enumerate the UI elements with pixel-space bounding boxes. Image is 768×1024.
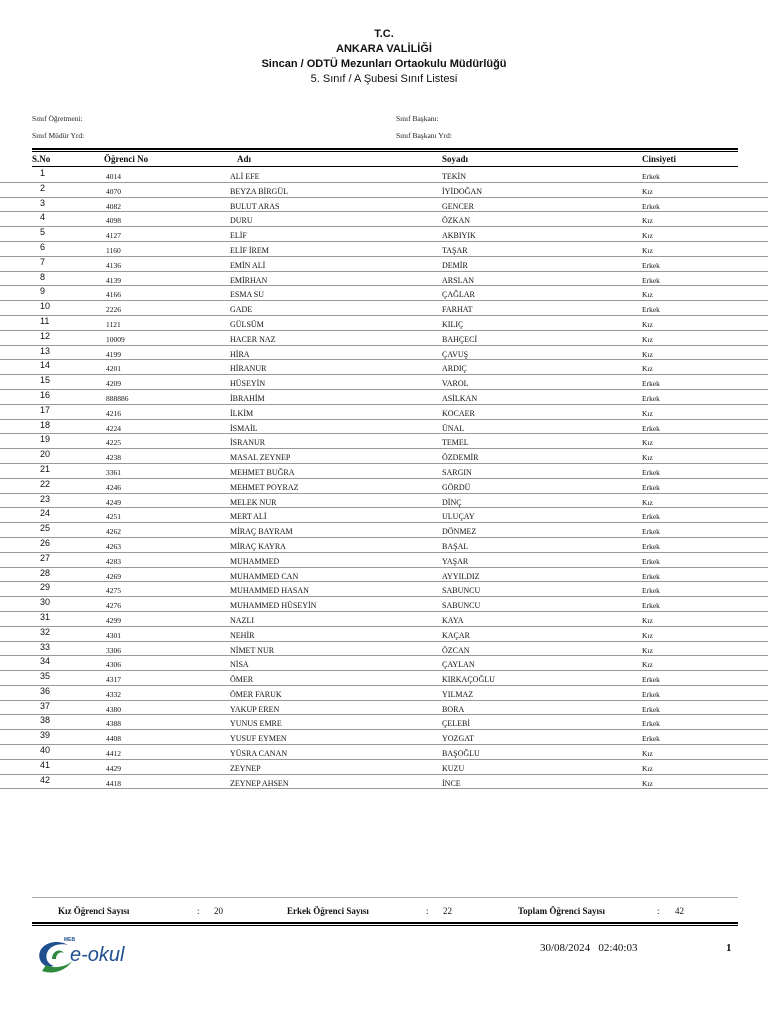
row-surname: KOCAER bbox=[442, 408, 475, 418]
row-sno: 7 bbox=[40, 256, 46, 267]
row-sno: 35 bbox=[40, 671, 51, 682]
row-surname: ASİLKAN bbox=[442, 393, 478, 403]
header-rule-bottom bbox=[32, 166, 738, 167]
row-sno: 6 bbox=[40, 241, 46, 252]
row-name: HİRA bbox=[230, 349, 250, 359]
table-row bbox=[0, 286, 768, 301]
table-header bbox=[0, 154, 768, 166]
total-count-label: Toplam Öğrenci Sayısı bbox=[518, 906, 606, 916]
summary-row bbox=[0, 906, 768, 920]
row-name: MİRAÇ BAYRAM bbox=[230, 527, 293, 537]
row-sno: 17 bbox=[40, 404, 51, 415]
row-surname: SARGIN bbox=[442, 467, 472, 477]
row-name: YÜSRA CANAN bbox=[230, 749, 288, 759]
header-province: ANKARA VALİLİĞİ bbox=[336, 43, 432, 55]
vice-principal-label: Sınıf Müdür Yrd: bbox=[32, 131, 85, 140]
row-student-no: 1121 bbox=[106, 319, 121, 329]
row-name: İBRAHİM bbox=[230, 393, 265, 403]
row-name: MUHAMMED HASAN bbox=[230, 586, 309, 596]
row-sno: 33 bbox=[40, 641, 51, 652]
row-sno: 29 bbox=[40, 582, 51, 593]
row-sno: 19 bbox=[40, 434, 51, 445]
summary-rule-bottom bbox=[32, 922, 738, 924]
row-gender: Kız bbox=[642, 364, 653, 374]
row-surname: ÖZCAN bbox=[442, 645, 470, 655]
col-surname: Soyadı bbox=[442, 154, 469, 164]
row-gender: Kız bbox=[642, 615, 653, 625]
separator: : bbox=[426, 906, 429, 916]
row-sno: 15 bbox=[40, 375, 51, 386]
row-sno: 20 bbox=[40, 449, 51, 460]
row-gender: Erkek bbox=[642, 571, 660, 581]
row-surname: AKBIYIK bbox=[442, 231, 476, 241]
logo-text: e-okul bbox=[70, 944, 125, 966]
row-gender: Kız bbox=[642, 245, 653, 255]
row-gender: Kız bbox=[642, 630, 653, 640]
row-gender: Erkek bbox=[642, 556, 660, 566]
table-row bbox=[0, 553, 768, 568]
table-row bbox=[0, 360, 768, 375]
row-sno: 40 bbox=[40, 745, 51, 756]
row-student-no: 3361 bbox=[106, 467, 121, 477]
row-sno: 4 bbox=[40, 212, 46, 223]
row-gender: Kız bbox=[642, 645, 653, 655]
header-class-title: 5. Sınıf / A Şubesi Sınıf Listesi bbox=[310, 73, 458, 85]
row-sno: 25 bbox=[40, 523, 51, 534]
row-gender: Kız bbox=[642, 438, 653, 448]
table-row bbox=[0, 730, 768, 745]
row-student-no: 4166 bbox=[106, 290, 121, 300]
row-student-no: 4224 bbox=[106, 423, 121, 433]
row-gender: Erkek bbox=[642, 586, 660, 596]
class-president-label: Sınıf Başkanı: bbox=[396, 114, 439, 123]
row-surname: BAHÇECİ bbox=[442, 334, 478, 344]
row-name: MERT ALİ bbox=[230, 512, 267, 522]
row-gender: Erkek bbox=[642, 201, 660, 211]
row-gender: Erkek bbox=[642, 689, 660, 699]
table-row bbox=[0, 582, 768, 597]
girls-count-value: 20 bbox=[214, 906, 223, 916]
row-surname: VAROL bbox=[442, 379, 469, 389]
separator: : bbox=[197, 906, 200, 916]
header-rule-top-2 bbox=[32, 151, 738, 152]
row-surname: KIRKAÇOĞLU bbox=[442, 675, 495, 685]
table-row bbox=[0, 212, 768, 227]
table-row bbox=[0, 434, 768, 449]
header-rule-top bbox=[32, 148, 738, 150]
row-sno: 38 bbox=[40, 715, 51, 726]
row-gender: Kız bbox=[642, 349, 653, 359]
row-gender: Erkek bbox=[642, 260, 660, 270]
table-row bbox=[0, 316, 768, 331]
row-gender: Erkek bbox=[642, 675, 660, 685]
table-row bbox=[0, 715, 768, 730]
row-gender: Erkek bbox=[642, 379, 660, 389]
row-gender: Erkek bbox=[642, 423, 660, 433]
row-gender: Erkek bbox=[642, 704, 660, 714]
row-student-no: 4388 bbox=[106, 719, 121, 729]
student-table-body bbox=[0, 168, 768, 789]
row-name: NAZLI bbox=[230, 615, 254, 625]
row-name: GADE bbox=[230, 305, 253, 315]
row-surname: YILMAZ bbox=[442, 689, 474, 699]
row-name: EMİN ALİ bbox=[230, 260, 266, 270]
row-surname: TEKİN bbox=[442, 172, 466, 181]
row-surname: ÖZKAN bbox=[442, 216, 470, 226]
row-surname: KAÇAR bbox=[442, 630, 471, 640]
row-surname: TEMEL bbox=[442, 438, 469, 448]
row-name: EMİRHAN bbox=[230, 275, 268, 285]
row-student-no: 4429 bbox=[106, 763, 121, 773]
row-gender: Kız bbox=[642, 408, 653, 418]
table-row bbox=[0, 627, 768, 642]
row-student-no: 4317 bbox=[106, 675, 121, 685]
row-gender: Kız bbox=[642, 763, 653, 773]
row-sno: 16 bbox=[40, 389, 51, 400]
row-sno: 34 bbox=[40, 656, 51, 667]
row-student-no: 4418 bbox=[106, 778, 121, 788]
row-gender: Erkek bbox=[642, 467, 660, 477]
row-sno: 27 bbox=[40, 552, 51, 563]
row-student-no: 2226 bbox=[106, 305, 121, 315]
row-student-no: 4269 bbox=[106, 571, 121, 581]
row-gender: Erkek bbox=[642, 172, 660, 181]
row-sno: 3 bbox=[40, 197, 46, 208]
row-surname: GÖRDÜ bbox=[442, 482, 471, 492]
table-row bbox=[0, 612, 768, 627]
col-sno: S.No bbox=[32, 154, 51, 164]
row-sno: 39 bbox=[40, 730, 51, 741]
row-student-no: 4262 bbox=[106, 527, 121, 537]
row-gender: Kız bbox=[642, 749, 653, 759]
row-surname: BORA bbox=[442, 704, 465, 714]
print-datetime: 30/08/2024 02:40:03 bbox=[540, 942, 638, 954]
row-surname: AYYILDIZ bbox=[442, 571, 480, 581]
row-name: YAKUP EREN bbox=[230, 704, 280, 714]
row-sno: 42 bbox=[40, 774, 51, 785]
row-sno: 12 bbox=[40, 330, 51, 341]
row-name: YUSUF EYMEN bbox=[230, 734, 287, 744]
table-row bbox=[0, 642, 768, 657]
row-sno: 23 bbox=[40, 493, 51, 504]
table-row bbox=[0, 479, 768, 494]
row-name: MİRAÇ KAYRA bbox=[230, 541, 286, 551]
row-surname: ÖZDEMİR bbox=[442, 453, 479, 463]
row-sno: 37 bbox=[40, 700, 51, 711]
row-name: HİRANUR bbox=[230, 364, 267, 374]
row-gender: Erkek bbox=[642, 393, 660, 403]
total-count-value: 42 bbox=[675, 906, 684, 916]
table-row bbox=[0, 508, 768, 523]
row-student-no: 4412 bbox=[106, 749, 121, 759]
row-gender: Kız bbox=[642, 660, 653, 670]
table-row bbox=[0, 464, 768, 479]
table-row bbox=[0, 301, 768, 316]
table-row bbox=[0, 242, 768, 257]
row-student-no: 4276 bbox=[106, 601, 121, 611]
row-sno: 18 bbox=[40, 419, 51, 430]
row-surname: DİNÇ bbox=[442, 497, 462, 507]
e-okul-logo bbox=[34, 931, 144, 975]
row-name: İSMAİL bbox=[230, 423, 258, 433]
row-student-no: 4249 bbox=[106, 497, 121, 507]
table-row bbox=[0, 523, 768, 538]
row-gender: Erkek bbox=[642, 482, 660, 492]
row-name: MUHAMMED HÜSEYİN bbox=[230, 601, 317, 611]
row-sno: 11 bbox=[40, 315, 50, 326]
row-student-no: 1160 bbox=[106, 245, 121, 255]
row-name: GÜLSÜM bbox=[230, 319, 264, 329]
row-sno: 21 bbox=[40, 463, 51, 474]
row-name: ALİ EFE bbox=[230, 172, 260, 181]
row-gender: Kız bbox=[642, 186, 653, 196]
row-student-no: 4275 bbox=[106, 586, 121, 596]
row-sno: 28 bbox=[40, 567, 51, 578]
row-student-no: 4238 bbox=[106, 453, 121, 463]
row-surname: İNCE bbox=[442, 778, 461, 788]
header-school: Sincan / ODTÜ Mezunları Ortaokulu Müdürlüğü bbox=[261, 58, 507, 70]
row-student-no: 4139 bbox=[106, 275, 121, 285]
boys-count-label: Erkek Öğrenci Sayısı bbox=[287, 906, 369, 916]
row-surname: DEMİR bbox=[442, 260, 468, 270]
header-tc: T.C. bbox=[374, 28, 394, 40]
row-surname: KILIÇ bbox=[442, 319, 464, 329]
row-student-no: 4283 bbox=[106, 556, 121, 566]
row-student-no: 4098 bbox=[106, 216, 121, 226]
row-gender: Kız bbox=[642, 231, 653, 241]
table-row bbox=[0, 597, 768, 612]
row-name: İSRANUR bbox=[230, 438, 266, 448]
table-row bbox=[0, 656, 768, 671]
row-student-no: 4199 bbox=[106, 349, 121, 359]
row-surname: ÇELEBİ bbox=[442, 719, 470, 729]
row-gender: Erkek bbox=[642, 512, 660, 522]
row-sno: 41 bbox=[40, 759, 51, 770]
row-surname: TAŞAR bbox=[442, 245, 468, 255]
table-row bbox=[0, 686, 768, 701]
row-student-no: 3306 bbox=[106, 645, 121, 655]
row-student-no: 4216 bbox=[106, 408, 121, 418]
row-student-no: 10009 bbox=[106, 334, 125, 344]
row-name: HACER NAZ bbox=[230, 334, 276, 344]
row-surname: KAYA bbox=[442, 615, 464, 625]
row-surname: SABUNCU bbox=[442, 586, 481, 596]
table-row bbox=[0, 494, 768, 509]
table-row bbox=[0, 671, 768, 686]
row-sno: 22 bbox=[40, 478, 51, 489]
row-gender: Erkek bbox=[642, 305, 660, 315]
row-student-no: 4251 bbox=[106, 512, 121, 522]
row-name: ÖMER FARUK bbox=[230, 689, 282, 699]
table-row bbox=[0, 183, 768, 198]
row-name: ESMA SU bbox=[230, 290, 265, 300]
row-name: DURU bbox=[230, 216, 253, 226]
row-name: ÖMER bbox=[230, 675, 254, 685]
table-row bbox=[0, 701, 768, 716]
row-surname: İYİDOĞAN bbox=[442, 186, 482, 196]
row-gender: Kız bbox=[642, 334, 653, 344]
row-student-no: 4246 bbox=[106, 482, 121, 492]
row-sno: 9 bbox=[40, 286, 46, 297]
row-student-no: 4408 bbox=[106, 734, 121, 744]
table-row bbox=[0, 449, 768, 464]
logo-small-text: MEB bbox=[64, 937, 76, 943]
row-surname: ARDIÇ bbox=[442, 364, 467, 374]
row-name: MELEK NUR bbox=[230, 497, 277, 507]
row-sno: 31 bbox=[40, 611, 51, 622]
row-name: MEHMET POYRAZ bbox=[230, 482, 299, 492]
row-sno: 5 bbox=[40, 227, 46, 238]
table-row bbox=[0, 257, 768, 272]
row-surname: ÇAVUŞ bbox=[442, 349, 469, 359]
table-row bbox=[0, 168, 768, 183]
table-row bbox=[0, 538, 768, 553]
summary-rule-bottom-2 bbox=[32, 925, 738, 926]
row-student-no: 4225 bbox=[106, 438, 121, 448]
row-surname: YOZGAT bbox=[442, 734, 474, 744]
row-gender: Erkek bbox=[642, 541, 660, 551]
row-sno: 8 bbox=[40, 271, 46, 282]
row-surname: YAŞAR bbox=[442, 556, 469, 566]
table-row bbox=[0, 420, 768, 435]
row-surname: ÇAYLAN bbox=[442, 660, 475, 670]
row-name: HÜSEYİN bbox=[230, 379, 266, 389]
row-student-no: 4014 bbox=[106, 172, 121, 181]
row-student-no: 4127 bbox=[106, 231, 121, 241]
row-gender: Erkek bbox=[642, 734, 660, 744]
row-name: İLKİM bbox=[230, 408, 254, 418]
page-number: 1 bbox=[726, 942, 732, 954]
row-student-no: 4136 bbox=[106, 260, 121, 270]
row-surname: ÇAĞLAR bbox=[442, 290, 475, 300]
row-surname: DÖNMEZ bbox=[442, 527, 477, 537]
table-row bbox=[0, 375, 768, 390]
table-row bbox=[0, 346, 768, 361]
row-student-no: 4299 bbox=[106, 615, 121, 625]
row-sno: 32 bbox=[40, 626, 51, 637]
separator: : bbox=[657, 906, 660, 916]
row-surname: ARSLAN bbox=[442, 275, 475, 285]
row-gender: Kız bbox=[642, 778, 653, 788]
row-sno: 10 bbox=[40, 301, 51, 312]
row-name: ELİF İREM bbox=[230, 245, 269, 255]
row-name: ELİF bbox=[230, 231, 247, 241]
row-gender: Erkek bbox=[642, 527, 660, 537]
row-name: NİSA bbox=[230, 660, 249, 670]
row-name: YUNUS EMRE bbox=[230, 719, 282, 729]
row-surname: BAŞOĞLU bbox=[442, 749, 480, 759]
table-row bbox=[0, 568, 768, 583]
row-surname: SABUNCU bbox=[442, 601, 481, 611]
table-row bbox=[0, 331, 768, 346]
row-student-no: 4306 bbox=[106, 660, 121, 670]
row-name: NİMET NUR bbox=[230, 645, 275, 655]
row-gender: Kız bbox=[642, 216, 653, 226]
row-gender: Erkek bbox=[642, 275, 660, 285]
row-gender: Erkek bbox=[642, 719, 660, 729]
row-surname: FARHAT bbox=[442, 305, 473, 315]
row-sno: 26 bbox=[40, 537, 51, 548]
col-name: Adı bbox=[237, 154, 252, 164]
table-row bbox=[0, 272, 768, 287]
row-sno: 2 bbox=[40, 182, 46, 193]
table-row bbox=[0, 227, 768, 242]
row-student-no: 888886 bbox=[106, 393, 129, 403]
row-student-no: 4301 bbox=[106, 630, 121, 640]
row-surname: ULUÇAY bbox=[442, 512, 475, 522]
row-name: NEHİR bbox=[230, 630, 255, 640]
row-student-no: 4209 bbox=[106, 379, 121, 389]
row-sno: 14 bbox=[40, 360, 51, 371]
col-student-no: Öğrenci No bbox=[104, 154, 149, 164]
row-gender: Kız bbox=[642, 319, 653, 329]
row-student-no: 4263 bbox=[106, 541, 121, 551]
row-student-no: 4070 bbox=[106, 186, 121, 196]
row-gender: Erkek bbox=[642, 601, 660, 611]
col-gender: Cinsiyeti bbox=[642, 154, 677, 164]
row-name: MASAL ZEYNEP bbox=[230, 453, 291, 463]
row-surname: KUZU bbox=[442, 763, 465, 773]
row-sno: 1 bbox=[40, 168, 46, 178]
row-student-no: 4332 bbox=[106, 689, 121, 699]
row-sno: 13 bbox=[40, 345, 51, 356]
summary-rule-top bbox=[32, 897, 738, 898]
row-surname: ÜNAL bbox=[442, 423, 465, 433]
table-row bbox=[0, 745, 768, 760]
row-student-no: 4380 bbox=[106, 704, 121, 714]
row-gender: Kız bbox=[642, 453, 653, 463]
row-name: MUHAMMED CAN bbox=[230, 571, 299, 581]
row-name: ZEYNEP bbox=[230, 763, 261, 773]
row-surname: BAŞAL bbox=[442, 541, 469, 551]
row-gender: Kız bbox=[642, 497, 653, 507]
girls-count-label: Kız Öğrenci Sayısı bbox=[58, 906, 130, 916]
table-row bbox=[0, 198, 768, 213]
row-name: MUHAMMED bbox=[230, 556, 280, 566]
row-sno: 24 bbox=[40, 508, 51, 519]
teacher-label: Sınıf Öğretmeni: bbox=[32, 114, 83, 123]
row-student-no: 4201 bbox=[106, 364, 121, 374]
table-row bbox=[0, 390, 768, 405]
row-name: ZEYNEP AHSEN bbox=[230, 778, 289, 788]
row-name: MEHMET BUĞRA bbox=[230, 467, 295, 477]
e-okul-logo-icon bbox=[34, 931, 144, 975]
row-surname: GENCER bbox=[442, 201, 474, 211]
row-sno: 36 bbox=[40, 685, 51, 696]
row-student-no: 4082 bbox=[106, 201, 121, 211]
row-sno: 30 bbox=[40, 597, 51, 608]
row-name: BEYZA BİRGÜL bbox=[230, 186, 288, 196]
row-gender: Kız bbox=[642, 290, 653, 300]
table-row bbox=[0, 405, 768, 420]
row-name: BULUT ARAS bbox=[230, 201, 280, 211]
vice-president-label: Sınıf Başkanı Yrd: bbox=[396, 131, 452, 140]
table-row bbox=[0, 775, 768, 790]
boys-count-value: 22 bbox=[443, 906, 452, 916]
table-row bbox=[0, 760, 768, 775]
